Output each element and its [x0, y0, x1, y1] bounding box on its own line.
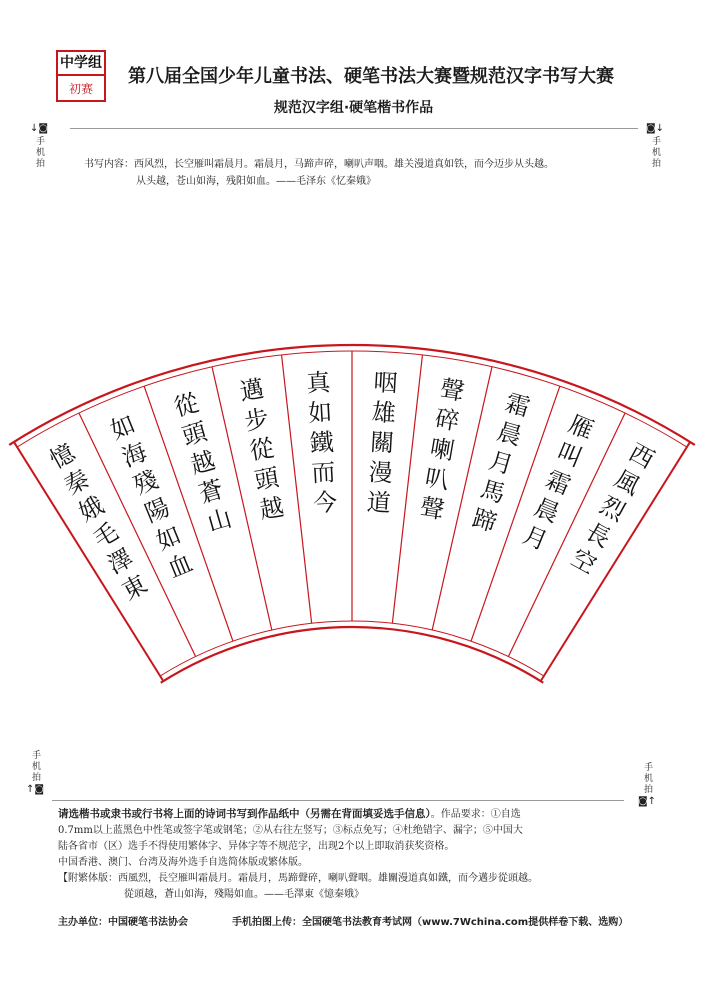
- fan-character: 血: [163, 548, 197, 584]
- fan-character: 長: [580, 517, 616, 554]
- fan-character: 頭: [179, 417, 211, 451]
- bottom-divider: [52, 800, 624, 801]
- arrow-down-camera-icon: ↓◙: [29, 123, 49, 134]
- fan-arc: [160, 621, 544, 676]
- fan-character: 聲: [438, 374, 467, 407]
- fan-character: 喇: [428, 433, 457, 466]
- fan-character: 越: [187, 446, 219, 480]
- fan-arc: [161, 627, 544, 683]
- fan-character: 晨: [530, 493, 564, 529]
- fan-character: 陽: [140, 493, 174, 529]
- fan-character: 秦: [59, 464, 95, 501]
- fan-character: 如: [106, 409, 140, 445]
- fan-character: 鐵: [309, 428, 335, 458]
- fan-character: 今: [312, 488, 338, 518]
- camera-arrow-down-icon: ◙↓: [645, 123, 665, 134]
- fan-character: 雄: [371, 398, 397, 428]
- fan-character: 澤: [103, 543, 138, 580]
- requirements-line1: 请选楷书或隶书或行书将上面的诗词书写到作品纸中（另需在背面填妥选手信息）。作品要求：①自选: [58, 808, 521, 820]
- fan-character: 聲: [418, 492, 447, 525]
- requirements-line2: 0.7mm以上蓝黑色中性笔或签字笔或钢笔；②从右往左竖写；③标点免写；④杜绝错字、漏字；⑤中国大: [58, 825, 523, 836]
- appendix-line2: 從頭越，蒼山如海，殘陽如血。——毛澤東《憶秦娥》: [124, 889, 364, 900]
- fan-character: 雁: [564, 409, 598, 445]
- fan-character: 東: [117, 569, 152, 606]
- requirements-line4: 中国香港、澳门、台湾及海外选手自选简体版或繁体版。: [58, 857, 308, 868]
- fan-character: 步: [242, 404, 271, 436]
- fan-character: 晨: [493, 417, 525, 451]
- appendix-label: 【附繁体版：: [58, 873, 118, 884]
- fan-character: 碎: [433, 404, 462, 436]
- bottom-left-marker: [20, 750, 50, 795]
- photo-label: 手机拍: [650, 136, 660, 169]
- page-title: 第八届全国少年儿童书法、硬笔书法大赛暨规范汉字书写大赛: [128, 66, 614, 87]
- fan-character: 關: [369, 428, 395, 458]
- writing-content-line1: 书写内容：西风烈，长空雁叫霜晨月。霜晨月，马蹄声碎，喇叭声咽。雄关漫道真如铁，而今迈步从头越。: [84, 159, 554, 170]
- photo-label: 手机拍: [34, 136, 44, 169]
- fan-outline: [9, 345, 695, 683]
- badge-group: 中学组: [58, 52, 104, 76]
- fan-character: 馬: [477, 475, 509, 509]
- fan-character: 殘: [129, 465, 163, 501]
- arrow-up-camera-icon: ↑◙: [25, 784, 45, 795]
- upload-info: 手机拍图上传：全国硬笔书法教育考试网（www.7Wchina.com提供样卷下载、选购）: [232, 917, 629, 928]
- fan-character: 山: [204, 503, 235, 538]
- fan-character: 霜: [502, 388, 534, 423]
- fan-character: 月: [518, 520, 552, 556]
- requirements-lead: 请选楷书或隶书或行书将上面的诗词书写到作品纸中（另需在背面填妥选手信息）: [58, 808, 431, 820]
- bottom-right-marker: [632, 762, 662, 807]
- camera-arrow-up-icon: ◙↑: [637, 796, 657, 807]
- fan-character: 月: [485, 446, 517, 480]
- fan-character: 風: [609, 464, 645, 501]
- fan-character: 蒼: [195, 475, 227, 509]
- fan-character: 真: [305, 368, 332, 398]
- organizer: 主办单位：中国硬笔书法协会: [58, 917, 188, 928]
- fan-character: 烈: [595, 490, 630, 527]
- appendix-line1: 【附繁体版：西風烈，長空雁叫霜晨月。霜晨月，馬蹄聲碎，喇叭聲咽。雄關漫道真如鐵，而今邁步從頭越。: [58, 873, 538, 884]
- fan-character: 憶: [45, 438, 80, 475]
- fan-character: 邁: [237, 374, 266, 407]
- fan-character: 蹄: [469, 503, 500, 538]
- fan-character: 漫: [367, 458, 394, 488]
- fan-character: 道: [366, 488, 392, 518]
- fan-character: 而: [310, 458, 337, 488]
- fan-character: 空: [566, 543, 601, 580]
- fan-character: 如: [307, 398, 333, 428]
- fan-character: 從: [170, 388, 202, 423]
- photo-label: 手机拍: [642, 762, 652, 795]
- fan-character: 咽: [372, 368, 399, 398]
- fan-character: 西: [624, 438, 659, 475]
- fan-character: 如: [152, 520, 186, 556]
- fan-character: 頭: [252, 463, 281, 495]
- fan-character: 娥: [74, 490, 109, 527]
- requirements-line3: 陆各省市（区）选手不得使用繁体字、异体字等不规范字，出现2个以上即取消获奖资格。: [58, 841, 455, 852]
- fan-character: 霜: [541, 465, 575, 501]
- page-subtitle: 规范汉字组·硬笔楷书作品: [273, 100, 434, 116]
- fan-character: 叭: [423, 463, 452, 495]
- writing-content-line2: 从头越，苍山如海，残阳如血。——毛泽东《忆秦娥》: [136, 176, 376, 187]
- fan-character: 越: [257, 492, 286, 525]
- fan-character: 叫: [553, 437, 587, 473]
- badge-stage: 初赛: [68, 82, 93, 96]
- photo-label: 手机拍: [30, 750, 40, 783]
- requirements: [58, 806, 658, 903]
- fan-character: 從: [247, 433, 276, 466]
- writing-content-label: 书写内容：: [84, 159, 134, 170]
- fan-character: 海: [117, 437, 151, 473]
- fan-character: 毛: [88, 517, 124, 554]
